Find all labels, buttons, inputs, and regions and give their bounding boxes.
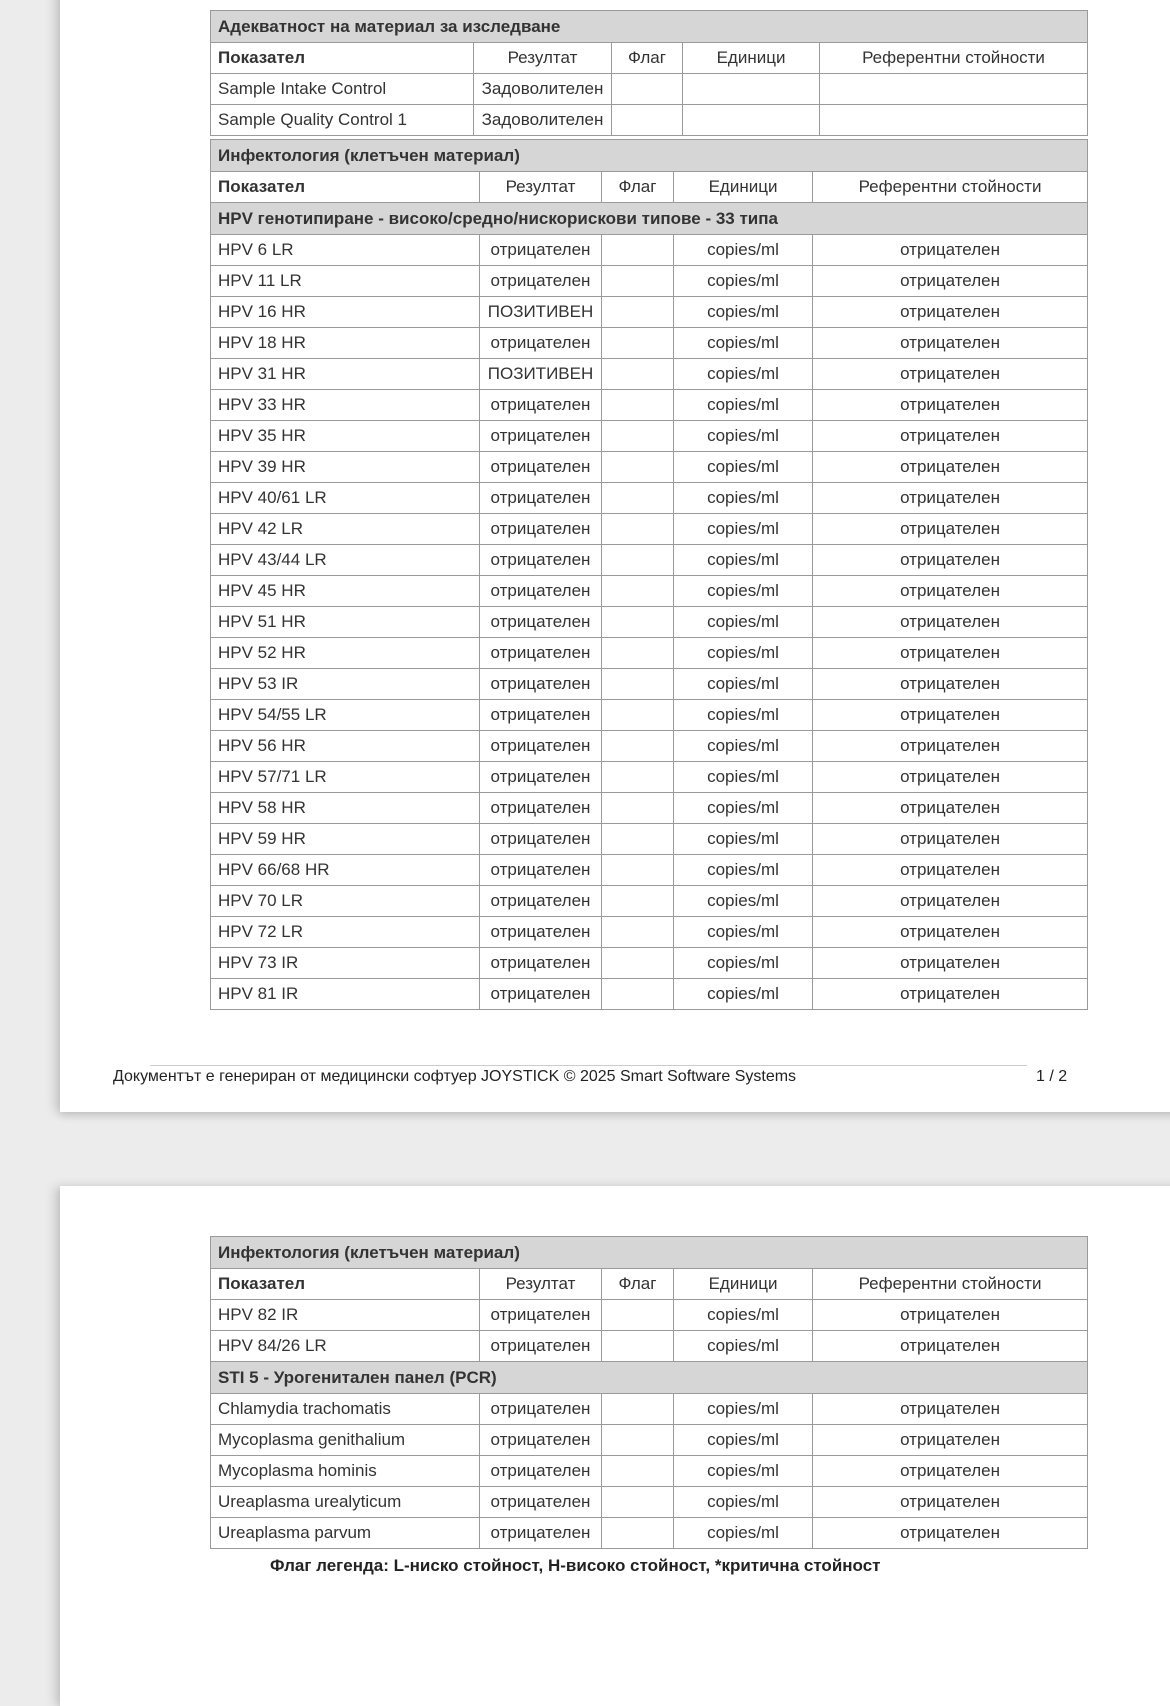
table-row	[211, 669, 1088, 700]
units-cell: copies/ml	[674, 1331, 813, 1362]
reference-cell: отрицателен	[813, 328, 1088, 359]
column-header-units: Единици	[674, 1269, 813, 1300]
reference-cell: отрицателен	[813, 1331, 1088, 1362]
column-header-flag: Флаг	[602, 172, 674, 203]
result-cell: отрицателен	[480, 700, 602, 731]
section-header	[211, 1237, 1088, 1269]
reference-cell: отрицателен	[813, 855, 1088, 886]
section-title: HPV генотипиране - високо/средно/нискорискови типове - 33 типа	[211, 203, 1088, 235]
flag-cell	[602, 917, 674, 948]
indicator-cell: HPV 72 LR	[211, 917, 480, 948]
result-cell: отрицателен	[480, 545, 602, 576]
indicator-cell: Chlamydia trachomatis	[211, 1394, 480, 1425]
flag-cell	[602, 638, 674, 669]
flag-cell	[602, 297, 674, 328]
flag-cell	[602, 359, 674, 390]
flag-cell	[602, 762, 674, 793]
units-cell: copies/ml	[674, 979, 813, 1010]
flag-cell	[602, 514, 674, 545]
flag-cell	[602, 266, 674, 297]
reference-cell: отрицателен	[813, 452, 1088, 483]
units-cell: copies/ml	[674, 1456, 813, 1487]
column-header-row	[211, 43, 1088, 74]
indicator-cell: HPV 39 HR	[211, 452, 480, 483]
result-cell: отрицателен	[480, 731, 602, 762]
flag-cell	[602, 1518, 674, 1549]
units-cell: copies/ml	[674, 731, 813, 762]
indicator-cell: HPV 6 LR	[211, 235, 480, 266]
flag-cell	[602, 793, 674, 824]
result-cell: отрицателен	[480, 1394, 602, 1425]
units-cell: copies/ml	[674, 1518, 813, 1549]
result-cell: отрицателен	[480, 1487, 602, 1518]
column-header-result: Резултат	[474, 43, 612, 74]
table-row	[211, 1331, 1088, 1362]
column-header-units: Единици	[683, 43, 820, 74]
table-row	[211, 514, 1088, 545]
units-cell: copies/ml	[674, 917, 813, 948]
result-cell: отрицателен	[480, 421, 602, 452]
indicator-cell: HPV 84/26 LR	[211, 1331, 480, 1362]
units-cell: copies/ml	[674, 824, 813, 855]
column-header-row	[211, 1269, 1088, 1300]
reference-cell: отрицателен	[813, 1518, 1088, 1549]
flag-cell	[602, 1487, 674, 1518]
indicator-cell: HPV 56 HR	[211, 731, 480, 762]
result-cell: отрицателен	[480, 979, 602, 1010]
report-page-2	[60, 1186, 1170, 1706]
flag-cell	[602, 669, 674, 700]
reference-cell: отрицателен	[813, 359, 1088, 390]
result-cell: отрицателен	[480, 1456, 602, 1487]
reference-cell: отрицателен	[813, 421, 1088, 452]
reference-cell: отрицателен	[813, 793, 1088, 824]
table-row	[211, 855, 1088, 886]
table-row	[211, 545, 1088, 576]
flag-cell	[602, 390, 674, 421]
reference-cell: отрицателен	[813, 917, 1088, 948]
table-row	[211, 235, 1088, 266]
flag-cell	[602, 979, 674, 1010]
units-cell: copies/ml	[674, 1487, 813, 1518]
result-cell: отрицателен	[480, 948, 602, 979]
units-cell: copies/ml	[674, 235, 813, 266]
result-cell: отрицателен	[480, 1425, 602, 1456]
indicator-cell: HPV 82 IR	[211, 1300, 480, 1331]
indicator-cell: Sample Quality Control 1	[211, 105, 474, 136]
adequacy-table	[210, 10, 1088, 136]
units-cell: copies/ml	[674, 483, 813, 514]
table-row	[211, 607, 1088, 638]
units-cell: copies/ml	[674, 514, 813, 545]
indicator-cell: HPV 40/61 LR	[211, 483, 480, 514]
result-cell: отрицателен	[480, 390, 602, 421]
units-cell: copies/ml	[674, 421, 813, 452]
reference-cell: отрицателен	[813, 1394, 1088, 1425]
table-row	[211, 1394, 1088, 1425]
indicator-cell: HPV 43/44 LR	[211, 545, 480, 576]
indicator-cell: HPV 52 HR	[211, 638, 480, 669]
column-header-flag: Флаг	[602, 1269, 674, 1300]
flag-cell	[602, 1425, 674, 1456]
section-header	[211, 1362, 1088, 1394]
result-cell: отрицателен	[480, 607, 602, 638]
reference-cell: отрицателен	[813, 297, 1088, 328]
table-row	[211, 731, 1088, 762]
reference-cell: отрицателен	[813, 824, 1088, 855]
flag-cell	[602, 1300, 674, 1331]
footer-divider	[150, 1065, 1027, 1066]
flag-cell	[602, 607, 674, 638]
reference-cell: отрицателен	[813, 948, 1088, 979]
result-cell: отрицателен	[480, 266, 602, 297]
table-row	[211, 979, 1088, 1010]
table-row	[211, 762, 1088, 793]
table-row	[211, 948, 1088, 979]
page-number: 1 / 2	[1036, 1068, 1068, 1085]
table-row	[211, 390, 1088, 421]
table-row	[211, 328, 1088, 359]
column-header-reference: Референтни стойности	[813, 172, 1088, 203]
result-cell: отрицателен	[480, 1331, 602, 1362]
subsection-header	[211, 203, 1088, 235]
reference-cell: отрицателен	[813, 979, 1088, 1010]
reference-cell: отрицателен	[813, 731, 1088, 762]
table-row	[211, 576, 1088, 607]
units-cell: copies/ml	[674, 297, 813, 328]
result-cell: отрицателен	[480, 793, 602, 824]
result-cell: отрицателен	[480, 638, 602, 669]
indicator-cell: Ureaplasma urealyticum	[211, 1487, 480, 1518]
table-row	[211, 421, 1088, 452]
result-cell: отрицателен	[480, 483, 602, 514]
section-title: STI 5 - Урогенитален панел (PCR)	[211, 1362, 1088, 1394]
indicator-cell: HPV 59 HR	[211, 824, 480, 855]
flag-cell	[602, 1456, 674, 1487]
table-row	[211, 700, 1088, 731]
units-cell: copies/ml	[674, 576, 813, 607]
reference-cell: отрицателен	[813, 266, 1088, 297]
indicator-cell: Mycoplasma genithalium	[211, 1425, 480, 1456]
result-cell: отрицателен	[480, 1518, 602, 1549]
column-header-indicator: Показател	[211, 1269, 480, 1300]
units-cell: copies/ml	[674, 762, 813, 793]
reference-cell: отрицателен	[813, 514, 1088, 545]
column-header-result: Резултат	[480, 172, 602, 203]
indicator-cell: HPV 16 HR	[211, 297, 480, 328]
indicator-cell: Sample Intake Control	[211, 74, 474, 105]
reference-cell: отрицателен	[813, 607, 1088, 638]
section-title: Инфектология (клетъчен материал)	[211, 140, 1088, 172]
result-cell: отрицателен	[480, 328, 602, 359]
flag-cell	[602, 1394, 674, 1425]
indicator-cell: HPV 58 HR	[211, 793, 480, 824]
flag-cell	[602, 576, 674, 607]
reference-cell: отрицателен	[813, 762, 1088, 793]
reference-cell: отрицателен	[813, 390, 1088, 421]
units-cell: copies/ml	[674, 669, 813, 700]
units-cell: copies/ml	[674, 452, 813, 483]
indicator-cell: HPV 31 HR	[211, 359, 480, 390]
table-row	[211, 793, 1088, 824]
table-row	[211, 1425, 1088, 1456]
indicator-cell: HPV 45 HR	[211, 576, 480, 607]
indicator-cell: HPV 57/71 LR	[211, 762, 480, 793]
flag-cell	[602, 545, 674, 576]
indicator-cell: HPV 33 HR	[211, 390, 480, 421]
indicator-cell: HPV 81 IR	[211, 979, 480, 1010]
table-row	[211, 105, 1088, 136]
table-row	[211, 266, 1088, 297]
flag-cell	[612, 105, 683, 136]
column-header-indicator: Показател	[211, 43, 474, 74]
flag-cell	[602, 483, 674, 514]
result-cell: отрицателен	[480, 855, 602, 886]
result-cell: Задоволителен	[474, 105, 612, 136]
result-cell: отрицателен	[480, 917, 602, 948]
table-row	[211, 452, 1088, 483]
units-cell	[683, 105, 820, 136]
units-cell: copies/ml	[674, 1394, 813, 1425]
units-cell: copies/ml	[674, 266, 813, 297]
reference-cell: отрицателен	[813, 700, 1088, 731]
table-row	[211, 886, 1088, 917]
units-cell: copies/ml	[674, 1425, 813, 1456]
reference-cell: отрицателен	[813, 1425, 1088, 1456]
indicator-cell: HPV 73 IR	[211, 948, 480, 979]
flag-cell	[602, 948, 674, 979]
section-title: Адекватност на материал за изследване	[211, 11, 1088, 43]
flag-cell	[602, 452, 674, 483]
result-cell: отрицателен	[480, 669, 602, 700]
reference-cell	[820, 74, 1088, 105]
indicator-cell: HPV 42 LR	[211, 514, 480, 545]
reference-cell: отрицателен	[813, 545, 1088, 576]
section-header	[211, 140, 1088, 172]
column-header-row	[211, 172, 1088, 203]
indicator-cell: HPV 54/55 LR	[211, 700, 480, 731]
units-cell	[683, 74, 820, 105]
reference-cell: отрицателен	[813, 886, 1088, 917]
units-cell: copies/ml	[674, 328, 813, 359]
units-cell: copies/ml	[674, 948, 813, 979]
indicator-cell: HPV 11 LR	[211, 266, 480, 297]
result-cell: Задоволителен	[474, 74, 612, 105]
flag-cell	[612, 74, 683, 105]
units-cell: copies/ml	[674, 855, 813, 886]
indicator-cell: Mycoplasma hominis	[211, 1456, 480, 1487]
result-cell: отрицателен	[480, 514, 602, 545]
flag-cell	[602, 328, 674, 359]
table-row	[211, 483, 1088, 514]
flag-cell	[602, 235, 674, 266]
flag-cell	[602, 1331, 674, 1362]
flag-cell	[602, 421, 674, 452]
indicator-cell: HPV 53 IR	[211, 669, 480, 700]
result-cell: отрицателен	[480, 235, 602, 266]
reference-cell: отрицателен	[813, 669, 1088, 700]
units-cell: copies/ml	[674, 607, 813, 638]
indicator-cell: HPV 66/68 HR	[211, 855, 480, 886]
result-cell: отрицателен	[480, 824, 602, 855]
flag-cell	[602, 700, 674, 731]
column-header-reference: Референтни стойности	[813, 1269, 1088, 1300]
units-cell: copies/ml	[674, 793, 813, 824]
table-row	[211, 359, 1088, 390]
table-row	[211, 297, 1088, 328]
section-title: Инфектология (клетъчен материал)	[211, 1237, 1088, 1269]
indicator-cell: HPV 70 LR	[211, 886, 480, 917]
column-header-indicator: Показател	[211, 172, 480, 203]
units-cell: copies/ml	[674, 886, 813, 917]
reference-cell: отрицателен	[813, 483, 1088, 514]
table-row	[211, 1487, 1088, 1518]
table-row	[211, 917, 1088, 948]
flag-cell	[602, 731, 674, 762]
result-cell: отрицателен	[480, 1300, 602, 1331]
indicator-cell: HPV 18 HR	[211, 328, 480, 359]
infectology-table-continued	[210, 1236, 1088, 1549]
reference-cell: отрицателен	[813, 1300, 1088, 1331]
result-cell: отрицателен	[480, 762, 602, 793]
table-row	[211, 1518, 1088, 1549]
units-cell: copies/ml	[674, 1300, 813, 1331]
table-row	[211, 1456, 1088, 1487]
units-cell: copies/ml	[674, 638, 813, 669]
column-header-result: Резултат	[480, 1269, 602, 1300]
table-row	[211, 74, 1088, 105]
infectology-table	[210, 139, 1088, 1010]
flag-cell	[602, 824, 674, 855]
indicator-cell: HPV 51 HR	[211, 607, 480, 638]
section-header	[211, 11, 1088, 43]
flag-cell	[602, 855, 674, 886]
units-cell: copies/ml	[674, 359, 813, 390]
flag-legend: Флаг легенда: L-ниско стойност, H-високо стойност, *критична стойност	[270, 1556, 881, 1575]
result-cell: ПОЗИТИВЕН	[480, 297, 602, 328]
result-cell: отрицателен	[480, 576, 602, 607]
units-cell: copies/ml	[674, 545, 813, 576]
result-cell: ПОЗИТИВЕН	[480, 359, 602, 390]
result-cell: отрицателен	[480, 886, 602, 917]
reference-cell	[820, 105, 1088, 136]
flag-cell	[602, 886, 674, 917]
report-page-1	[60, 0, 1170, 1112]
reference-cell: отрицателен	[813, 235, 1088, 266]
reference-cell: отрицателен	[813, 1456, 1088, 1487]
column-header-reference: Референтни стойности	[820, 43, 1088, 74]
column-header-units: Единици	[674, 172, 813, 203]
reference-cell: отрицателен	[813, 1487, 1088, 1518]
units-cell: copies/ml	[674, 700, 813, 731]
table-row	[211, 824, 1088, 855]
result-cell: отрицателен	[480, 452, 602, 483]
table-row	[211, 638, 1088, 669]
reference-cell: отрицателен	[813, 638, 1088, 669]
indicator-cell: Ureaplasma parvum	[211, 1518, 480, 1549]
column-header-flag: Флаг	[612, 43, 683, 74]
table-row	[211, 1300, 1088, 1331]
indicator-cell: HPV 35 HR	[211, 421, 480, 452]
units-cell: copies/ml	[674, 390, 813, 421]
footer-text: Документът е генериран от медицински софтуер JOYSTICK © 2025 Smart Software Systems	[113, 1068, 797, 1085]
reference-cell: отрицателен	[813, 576, 1088, 607]
